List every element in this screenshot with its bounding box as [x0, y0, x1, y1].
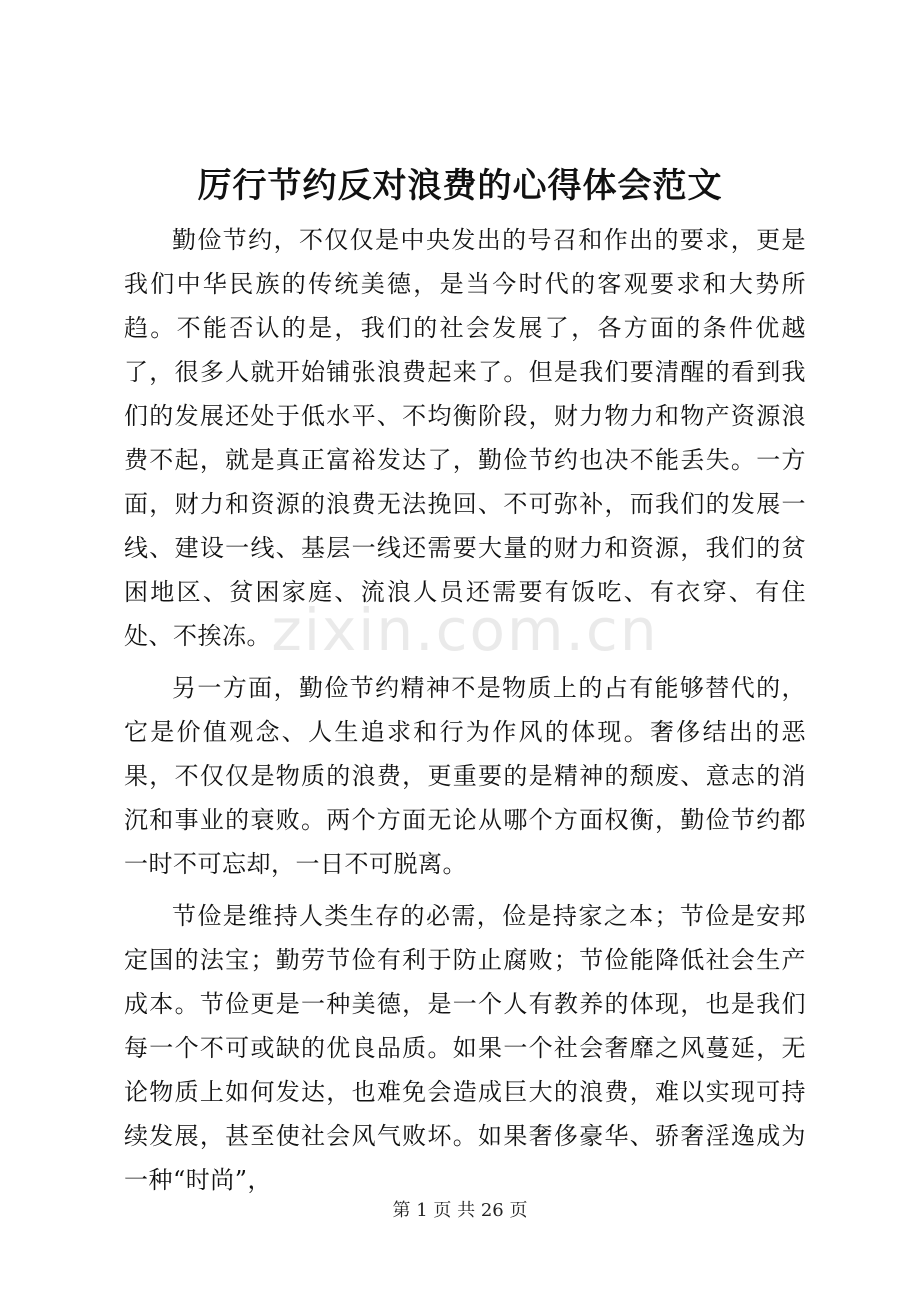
watermark: zixin.com.cn — [271, 596, 659, 664]
document-body — [124, 218, 806, 1206]
paragraph-2: 另一方面，勤俭节约精神不是物质上的占有能够替代的，它是价值观念、人生追求和行为作风的体现。奢侈结出的恶果，不仅仅是物质的浪费，更重要的是精神的颓废、意志的消沉和事业的衰败。两个方面无论从哪个方面权衡，勤俭节约都一时不可忘却，一日不可脱离。 — [124, 674, 806, 878]
paragraph-3: 节俭是维持人类生存的必需，俭是持家之本；节俭是安邦定国的法宝；勤劳节俭有利于防止腐败；节俭能降低社会生产成本。节俭更是一种美德，是一个人有教养的体现，也是我们每一个不可或缺的优良品质。如果一个社会奢靡之风蔓延，无论物质上如何发达，也难免会造成巨大的浪费，难以实现可持续发展，甚至使社会风气败坏。如果奢侈豪华、骄奢淫逸成为一种“时尚”， — [124, 902, 806, 1194]
document-title: 厉行节约反对浪费的心得体会范文 — [197, 166, 723, 206]
page-footer: 第 1 页 共 26 页 — [392, 1200, 528, 1221]
paragraph-1: 勤俭节约，不仅仅是中央发出的号召和作出的要求，更是我们中华民族的传统美德，是当今时代的客观要求和大势所趋。不能否认的是，我们的社会发展了，各方面的条件优越了，很多人就开始铺张浪费起来了。但是我们要清醒的看到我们的发展还处于低水平、不均衡阶段，财力物力和物产资源浪费不起，就是真正富裕发达了，勤俭节约也决不能丢失。一方面，财力和资源的浪费无法挽回、不可弥补，而我们的发展一线、建设一线、基层一线还需要大量的财力和资源，我们的贫困地区、贫困家庭、流浪人员还需要有饭吃、有衣穿、有住处、不挨冻。 — [124, 226, 806, 650]
